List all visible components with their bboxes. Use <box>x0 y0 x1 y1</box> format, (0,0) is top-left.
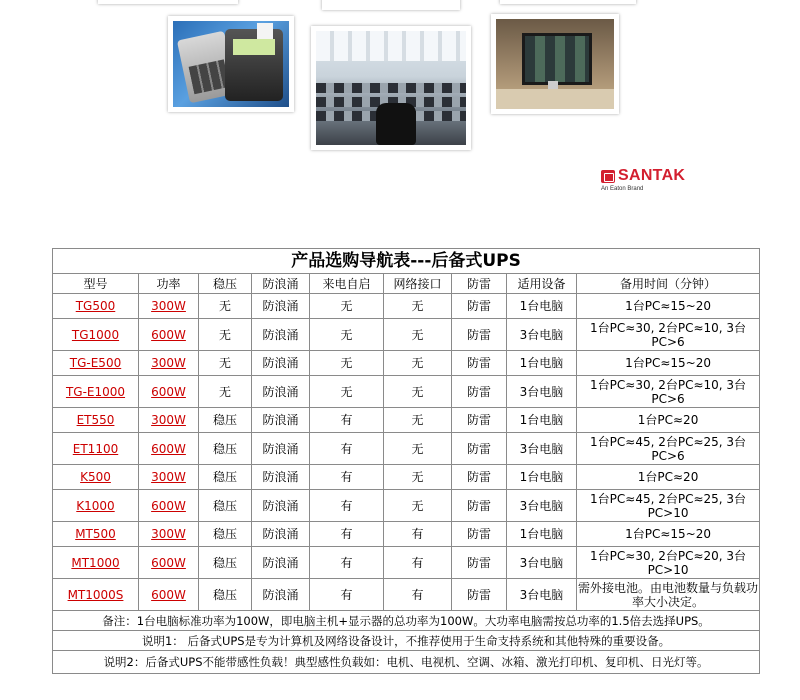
autostart-cell: 有 <box>310 465 384 490</box>
table-row <box>53 294 760 319</box>
device-cell: 3台电脑 <box>507 547 577 579</box>
photo-monitor-room <box>491 14 619 114</box>
model-cell <box>53 465 139 490</box>
surge-cell: 防浪涌 <box>252 294 310 319</box>
model-link[interactable]: TG-E1000 <box>65 384 126 399</box>
backup-time-cell: 1台PC≈30, 2台PC≈10, 3台PC>6 <box>577 376 760 408</box>
backup-time-cell: 1台PC≈30, 2台PC≈10, 3台PC>6 <box>577 319 760 351</box>
note-row <box>53 631 760 651</box>
network-cell: 有 <box>384 522 452 547</box>
network-cell: 无 <box>384 433 452 465</box>
backup-time-cell: 1台PC≈30, 2台PC≈20, 3台PC>10 <box>577 547 760 579</box>
surge-cell: 防浪涌 <box>252 522 310 547</box>
autostart-cell: 无 <box>310 319 384 351</box>
surge-cell: 防浪涌 <box>252 433 310 465</box>
autostart-cell: 有 <box>310 408 384 433</box>
model-link[interactable]: K500 <box>80 470 111 484</box>
note-2: 说明1： 后备式UPS是专为计算机及网络设备设计，不推荐使用于生命支持系统和其他特殊的重要设备。 <box>53 631 760 651</box>
regulation-cell: 稳压 <box>199 408 252 433</box>
model-cell <box>53 547 139 579</box>
backup-time-cell: 1台PC≈45, 2台PC≈25, 3台PC>10 <box>577 490 760 522</box>
header-model: 型号 <box>53 274 139 294</box>
regulation-cell: 稳压 <box>199 465 252 490</box>
device-cell: 1台电脑 <box>507 408 577 433</box>
lightning-cell: 防雷 <box>452 522 507 547</box>
device-cell: 3台电脑 <box>507 376 577 408</box>
table-row <box>53 547 760 579</box>
power-link[interactable]: 600W <box>151 587 186 602</box>
power-cell <box>139 547 199 579</box>
network-cell: 有 <box>384 547 452 579</box>
network-cell: 无 <box>384 408 452 433</box>
power-link[interactable]: 600W <box>151 327 186 342</box>
backup-time-cell: 1台PC≈45, 2台PC≈25, 3台PC>6 <box>577 433 760 465</box>
regulation-cell: 稳压 <box>199 490 252 522</box>
surge-cell: 防浪涌 <box>252 319 310 351</box>
autostart-cell: 无 <box>310 376 384 408</box>
table-row <box>53 376 760 408</box>
lightning-cell: 防雷 <box>452 408 507 433</box>
logo-subtitle: An Eaton Brand <box>601 186 644 192</box>
ups-product-table <box>52 248 760 674</box>
regulation-cell: 稳压 <box>199 547 252 579</box>
header-lightning: 防雷 <box>452 274 507 294</box>
header-device: 适用设备 <box>507 274 577 294</box>
backup-time-cell: 1台PC≈20 <box>577 408 760 433</box>
regulation-cell: 稳压 <box>199 433 252 465</box>
device-cell: 3台电脑 <box>507 433 577 465</box>
table-row <box>53 579 760 611</box>
autostart-cell: 有 <box>310 490 384 522</box>
regulation-cell: 无 <box>199 319 252 351</box>
power-link[interactable]: 600W <box>151 384 186 399</box>
power-cell <box>139 490 199 522</box>
table-row <box>53 465 760 490</box>
surge-cell: 防浪涌 <box>252 351 310 376</box>
device-cell: 1台电脑 <box>507 351 577 376</box>
power-link[interactable]: 600W <box>151 498 186 513</box>
table-row <box>53 351 760 376</box>
regulation-cell: 稳压 <box>199 579 252 611</box>
lightning-cell: 防雷 <box>452 579 507 611</box>
regulation-cell: 无 <box>199 376 252 408</box>
lightning-cell: 防雷 <box>452 465 507 490</box>
surge-cell: 防浪涌 <box>252 465 310 490</box>
photo-frame-top-left <box>98 0 238 4</box>
logo-brand: SANTAK <box>618 167 686 184</box>
model-link[interactable]: MT1000S <box>67 587 124 602</box>
lightning-cell: 防雷 <box>452 490 507 522</box>
model-link[interactable]: K1000 <box>76 498 115 513</box>
network-cell: 无 <box>384 490 452 522</box>
power-cell <box>139 408 199 433</box>
table-row <box>53 408 760 433</box>
model-cell <box>53 376 139 408</box>
regulation-cell: 无 <box>199 294 252 319</box>
note-3: 说明2：后备式UPS不能带感性负载！典型感性负载如：电机、电视机、空调、冰箱、激光打印机、复印机、日光灯等。 <box>53 651 760 674</box>
table-row <box>53 433 760 465</box>
santak-logo-icon <box>601 170 615 183</box>
model-link[interactable]: ET1100 <box>72 441 119 456</box>
lightning-cell: 防雷 <box>452 319 507 351</box>
autostart-cell: 有 <box>310 547 384 579</box>
device-cell: 1台电脑 <box>507 294 577 319</box>
header-regulation: 稳压 <box>199 274 252 294</box>
power-link[interactable]: 300W <box>151 299 186 313</box>
note-1: 备注：1台电脑标准功率为100W，即电脑主机+显示器的总功率为100W。大功率电脑需按总功率的1.5倍去选择UPS。 <box>53 611 760 631</box>
model-cell <box>53 490 139 522</box>
regulation-cell: 稳压 <box>199 522 252 547</box>
lightning-cell: 防雷 <box>452 547 507 579</box>
model-link[interactable]: TG1000 <box>71 327 120 342</box>
power-link[interactable]: 300W <box>151 470 186 484</box>
table-row <box>53 490 760 522</box>
surge-cell: 防浪涌 <box>252 579 310 611</box>
backup-time-cell: 1台PC≈20 <box>577 465 760 490</box>
autostart-cell: 无 <box>310 351 384 376</box>
model-cell <box>53 433 139 465</box>
power-cell <box>139 579 199 611</box>
power-cell <box>139 522 199 547</box>
model-link[interactable]: TG-E500 <box>69 356 122 370</box>
header-backup-time: 备用时间（分钟） <box>577 274 760 294</box>
photo-office <box>311 26 471 150</box>
model-cell <box>53 351 139 376</box>
autostart-cell: 有 <box>310 522 384 547</box>
model-cell <box>53 579 139 611</box>
device-cell: 3台电脑 <box>507 490 577 522</box>
backup-time-cell: 1台PC≈15~20 <box>577 351 760 376</box>
power-cell <box>139 319 199 351</box>
autostart-cell: 有 <box>310 579 384 611</box>
device-cell: 1台电脑 <box>507 465 577 490</box>
surge-cell: 防浪涌 <box>252 376 310 408</box>
network-cell: 有 <box>384 579 452 611</box>
surge-cell: 防浪涌 <box>252 408 310 433</box>
table-header-row <box>53 274 760 294</box>
backup-time-cell: 1台PC≈15~20 <box>577 294 760 319</box>
regulation-cell: 无 <box>199 351 252 376</box>
device-cell: 3台电脑 <box>507 579 577 611</box>
power-link[interactable]: 300W <box>151 356 186 370</box>
model-link[interactable]: MT1000 <box>71 555 120 570</box>
model-link[interactable]: TG500 <box>75 299 116 313</box>
network-cell: 无 <box>384 294 452 319</box>
power-cell <box>139 433 199 465</box>
network-cell: 无 <box>384 465 452 490</box>
table-title: 产品选购导航表---后备式UPS <box>53 249 760 274</box>
photo-pos-terminal <box>168 16 294 112</box>
table-row <box>53 319 760 351</box>
note-row <box>53 611 760 631</box>
lightning-cell: 防雷 <box>452 376 507 408</box>
lightning-cell: 防雷 <box>452 294 507 319</box>
lightning-cell: 防雷 <box>452 433 507 465</box>
model-cell <box>53 408 139 433</box>
surge-cell: 防浪涌 <box>252 490 310 522</box>
model-cell <box>53 294 139 319</box>
model-link[interactable]: MT500 <box>75 527 116 541</box>
header-power: 功率 <box>139 274 199 294</box>
model-cell <box>53 522 139 547</box>
table-row <box>53 522 760 547</box>
power-cell <box>139 294 199 319</box>
power-cell <box>139 376 199 408</box>
autostart-cell: 有 <box>310 433 384 465</box>
power-cell <box>139 465 199 490</box>
photo-frame-top-center <box>322 0 460 10</box>
note-row <box>53 651 760 674</box>
power-link[interactable]: 600W <box>151 441 186 456</box>
device-cell: 1台电脑 <box>507 522 577 547</box>
power-cell <box>139 351 199 376</box>
header-autostart: 来电自启 <box>310 274 384 294</box>
backup-time-cell: 1台PC≈15~20 <box>577 522 760 547</box>
power-link[interactable]: 300W <box>151 527 186 541</box>
lightning-cell: 防雷 <box>452 351 507 376</box>
model-link[interactable]: ET550 <box>76 413 115 427</box>
network-cell: 无 <box>384 376 452 408</box>
power-link[interactable]: 600W <box>151 555 186 570</box>
device-cell: 3台电脑 <box>507 319 577 351</box>
network-cell: 无 <box>384 319 452 351</box>
model-cell <box>53 319 139 351</box>
photo-frame-top-right <box>500 0 636 4</box>
surge-cell: 防浪涌 <box>252 547 310 579</box>
header-network: 网络接口 <box>384 274 452 294</box>
header-surge: 防浪涌 <box>252 274 310 294</box>
autostart-cell: 无 <box>310 294 384 319</box>
power-link[interactable]: 300W <box>151 413 186 427</box>
network-cell: 无 <box>384 351 452 376</box>
backup-time-cell: 需外接电池。由电池数量与负载功率大小决定。 <box>578 580 759 609</box>
